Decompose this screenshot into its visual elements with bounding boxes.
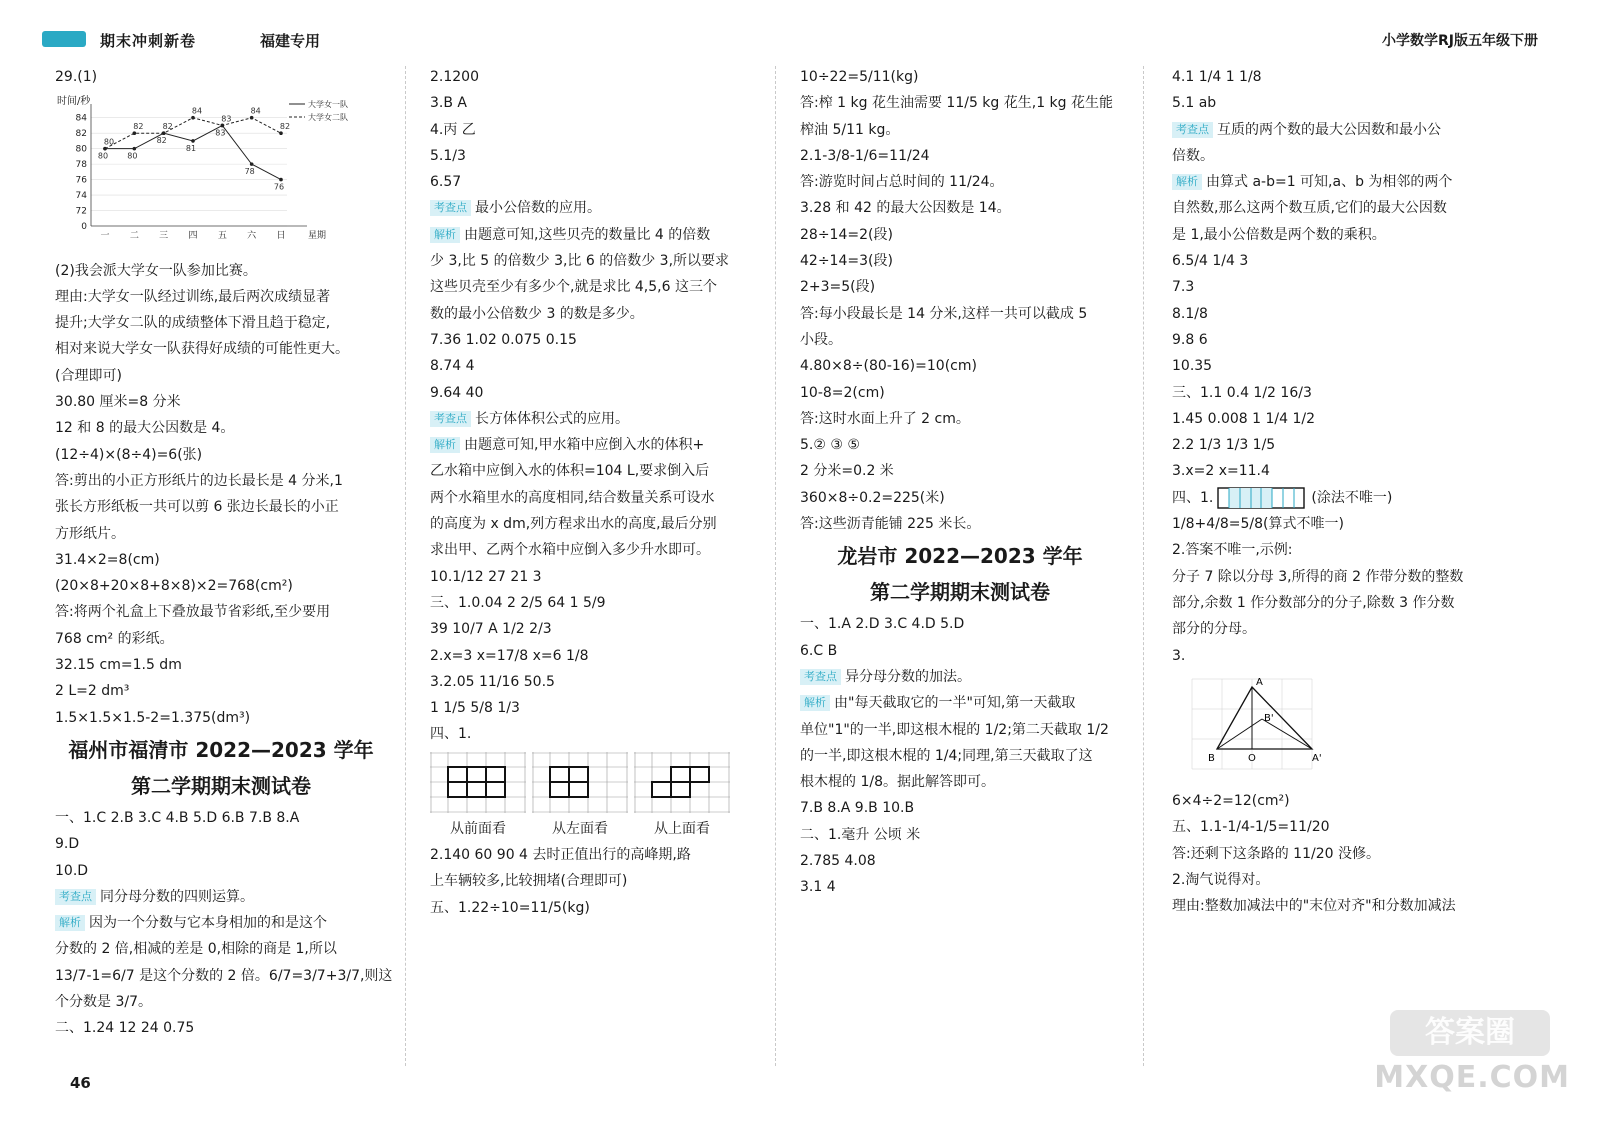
answer-line: 1 1/5 5/8 1/3 [430, 700, 520, 717]
answer-line: 39 10/7 A 1/2 2/3 [430, 621, 552, 638]
answer-line: 6.5/4 1/4 3 [1172, 253, 1249, 270]
view-drawings [430, 752, 760, 814]
data-point [133, 132, 137, 136]
answer-line: 2.1200 [430, 69, 479, 85]
y-tick-label: 74 [75, 191, 87, 202]
legend-label: 大学女一队 [308, 100, 348, 110]
data-point [162, 132, 166, 136]
x-tick-label: 三 [159, 231, 169, 242]
key-point-tag: 考查点 [430, 200, 471, 216]
column-divider [405, 66, 406, 1066]
answer-line: 答:每小段最长是 14 分米,这样一共可以截成 5 [800, 305, 1088, 322]
answer-line: 4.1 1/4 1 1/8 [1172, 69, 1262, 85]
answer-line: 三、1.1 0.4 1/2 16/3 [1172, 384, 1312, 401]
answer-line: 2.1-3/8-1/6=11/24 [800, 147, 930, 164]
data-label: 83 [215, 128, 226, 138]
answer-line: 768 cm² 的彩纸。 [55, 630, 174, 647]
data-label: 80 [103, 137, 115, 147]
watermark-logo: 答案圈 [1390, 1010, 1550, 1056]
y-tick-label: 82 [75, 129, 87, 140]
data-label: 81 [185, 144, 197, 154]
answer-column-3 [800, 64, 1120, 901]
explanation-line: 解析 由题意可知,这些贝壳的数量比 4 的倍数 [430, 222, 760, 248]
answer-column-4 [1172, 64, 1502, 920]
answer-line: (12÷4)×(8÷4)=6(张) [55, 446, 203, 463]
answer-line: 二、1.24 12 24 0.75 [55, 1020, 195, 1037]
answer-line: 答:这时水面上升了 2 cm。 [800, 410, 970, 427]
data-point [250, 116, 254, 120]
exam-heading-2: 龙岩市 2022—2023 学年 [837, 544, 1083, 569]
data-label: 76 [273, 182, 285, 192]
answer-line: 五、1.1-1/4-1/5=11/20 [1172, 819, 1330, 836]
explanation-line: 这些贝壳至少有多少个,就是求比 4,5,6 这三个 [430, 279, 717, 296]
answer-line: 42÷14=3(段) [800, 253, 893, 270]
svg-text:A': A' [1312, 752, 1322, 764]
exam-subheading-2: 第二学期期末测试卷 [870, 580, 1050, 605]
answer-line: 2.140 60 90 4 去时正值出行的高峰期,路 [430, 847, 691, 864]
key-point-tag: 考查点 [1172, 122, 1213, 138]
explanation-line: 解析 由算式 a-b=1 可知,a、b 为相邻的两个 [1172, 169, 1502, 195]
page-header [42, 28, 1538, 54]
key-point: 考查点 最小公倍数的应用。 [430, 195, 760, 221]
key-point: 考查点 长方体体积公式的应用。 [430, 406, 760, 432]
watermark-url: MXQE.COM [1374, 1060, 1570, 1095]
answer-line: (20×8+20×8+8×8)×2=768(cm²) [55, 578, 293, 595]
y-axis-label: 时间/秒 [57, 96, 91, 108]
data-point [250, 163, 254, 167]
answer-line: 三、1.0.04 2 2/5 64 1 5/9 [430, 594, 606, 611]
y-tick-label: 72 [75, 206, 87, 217]
svg-text:O: O [1248, 752, 1256, 764]
explanation-line: 数的最小公倍数少 3 的数是多少。 [430, 305, 644, 322]
key-point: 考查点 同分母分数的四则运算。 [55, 884, 387, 910]
svg-text:A: A [1256, 676, 1263, 688]
data-label: 84 [250, 107, 261, 117]
answer-line: (合理即可) [55, 367, 122, 384]
key-point-tag: 考查点 [55, 889, 96, 905]
answer-line: 答:剪出的小正方形纸片的边长最长是 4 分米,1 [55, 472, 343, 489]
answer-line: 5.1/3 [430, 147, 466, 164]
y-tick-label: 78 [75, 160, 87, 171]
answer-line: 3.2.05 11/16 50.5 [430, 673, 555, 690]
answer-line: 小段。 [800, 331, 842, 348]
x-tick-label: 六 [247, 231, 257, 242]
answer-line: 10-8=2(cm) [800, 384, 885, 401]
explanation-line: 乙水箱中应倒入水的体积=104 L,要求倒入后 [430, 463, 710, 480]
explanation-line: 根木棍的 1/8。据此解答即可。 [800, 774, 995, 791]
data-label: 78 [244, 167, 255, 177]
answer-line: 10.35 [1172, 358, 1213, 375]
data-point [133, 147, 137, 151]
x-tick-label: 五 [217, 231, 227, 242]
answer-line: 2 L=2 dm³ [55, 683, 130, 700]
explanation-tag: 解析 [430, 227, 460, 243]
answer-line: 答:榨 1 kg 花生油需要 11/5 kg 花生,1 kg 花生能 [800, 95, 1114, 112]
data-point [191, 139, 195, 143]
answer-line: 答:这些沥青能铺 225 米长。 [800, 516, 981, 533]
answer-line: 四、1. [430, 726, 472, 743]
answer-line: 32.15 cm=1.5 dm [55, 657, 182, 674]
data-point [221, 124, 225, 128]
key-point: 考查点 异分母分数的加法。 [800, 664, 1120, 690]
answer-line: 提升;大学女二队的成绩整体下滑且趋于稳定, [55, 315, 331, 332]
answer-line: 部分的分母。 [1172, 621, 1256, 638]
answer-line: 7.36 1.02 0.075 0.15 [430, 331, 577, 348]
explanation-line: 解析 由"每天截取它的一半"可知,第一天截取 [800, 690, 1120, 716]
answer-line: 6.C B [800, 642, 838, 659]
x-tick-label: 一 [100, 231, 110, 242]
answer-line: 相对来说大学女一队获得好成绩的可能性更大。 [55, 341, 349, 358]
y-tick-label: 84 [75, 114, 87, 125]
colored-strip-figure [1217, 485, 1307, 511]
answer-line: 2.淘气说得对。 [1172, 872, 1270, 889]
answer-line: 28÷14=2(段) [800, 226, 893, 243]
answer-line: 分子 7 除以分母 3,所得的商 2 作带分数的整数 [1172, 568, 1464, 585]
triangle-figure [1172, 669, 1322, 779]
answer-line: 1.5×1.5×1.5-2=1.375(dm³) [55, 709, 251, 726]
explanation-tag: 解析 [55, 915, 85, 931]
question-29-label: 29.(1) [55, 69, 98, 85]
answer-line: 5.1 ab [1172, 95, 1217, 112]
column-divider [1143, 66, 1144, 1066]
y-tick-label: 76 [75, 175, 87, 186]
answer-line: 3.B A [430, 95, 467, 112]
answer-line: 方形纸片。 [55, 525, 125, 542]
answer-line: 部分,余数 1 作分数部分的分子,除数 3 作分数 [1172, 594, 1455, 611]
data-point [103, 147, 107, 151]
series-title: 期末冲刺新卷 [100, 32, 197, 50]
answer-line: 360×8÷0.2=225(米) [800, 489, 945, 506]
data-label: 82 [156, 136, 167, 146]
x-axis-label: 星期 [307, 231, 327, 242]
data-label: 82 [133, 122, 144, 132]
explanation-line: 单位"1"的一半,即这根木棍的 1/2;第二天截取 1/2 [800, 721, 1109, 738]
front-view-grid [430, 752, 526, 814]
answer-line: 3.1 4 [800, 879, 836, 896]
svg-text:B': B' [1264, 712, 1274, 724]
answer-line: 9.64 40 [430, 384, 484, 401]
x-tick-label: 二 [129, 231, 139, 242]
explanation-line: 求出甲、乙两个水箱中应倒入多少升水即可。 [430, 542, 710, 559]
explanation-line: 解析 由题意可知,甲水箱中应倒入水的体积+ [430, 432, 760, 458]
answer-line: 五、1.22÷10=11/5(kg) [430, 899, 590, 916]
explanation-line: 的一半,即这根木棍的 1/4;同理,第三天截取了这 [800, 747, 1093, 764]
view-captions [430, 816, 760, 842]
exam-heading-1: 福州市福清市 2022—2023 学年 [68, 737, 374, 762]
page-number: 46 [70, 1074, 91, 1092]
answer-line: 榨油 5/11 kg。 [800, 121, 900, 138]
answer-line: 4.丙 乙 [430, 121, 476, 138]
data-label: 82 [279, 122, 291, 132]
answer-line: 9.D [55, 836, 80, 853]
legend-label: 大学女二队 [308, 113, 348, 123]
key-point-tag: 考查点 [800, 669, 841, 685]
answer-line: 2.2 1/3 1/3 1/5 [1172, 437, 1276, 454]
answer-line: 8.1/8 [1172, 305, 1208, 322]
answer-line: 理由:整数加减法中的"末位对齐"和分数加减法 [1172, 898, 1456, 915]
answer-line: 4.80×8÷(80-16)=10(cm) [800, 358, 977, 375]
key-point-cont: 倍数。 [1172, 147, 1214, 164]
answer-line: 12 和 8 的最大公因数是 4。 [55, 420, 235, 437]
answer-column-2 [430, 64, 760, 921]
explanation-tag: 解析 [430, 437, 460, 453]
explanation-line: 的高度为 x dm,列方程求出水的高度,最后分别 [430, 516, 717, 533]
explanation-line: 是 1,最小公倍数是两个数的乘积。 [1172, 226, 1386, 243]
data-point [279, 178, 283, 182]
data-label: 80 [97, 151, 109, 161]
explanation-line: 自然数,那么这两个数互质,它们的最大公因数 [1172, 200, 1447, 217]
y-tick-label: 0 [81, 222, 87, 233]
explanation-line: 解析 因为一个分数与它本身相加的和是这个 [55, 910, 387, 936]
x-tick-label: 四 [188, 231, 198, 242]
explanation-line: 少 3,比 5 的倍数少 3,比 6 的倍数少 3,所以要求 [430, 253, 730, 270]
top-view-caption: 从上面看 [654, 820, 710, 837]
data-point [191, 116, 195, 120]
y-tick-label: 80 [75, 144, 87, 155]
explanation-tag: 解析 [800, 695, 830, 711]
answer-line: 张长方形纸板一共可以剪 6 张边长最长的小正 [55, 499, 339, 516]
data-label: 80 [127, 151, 138, 161]
answer-line: 31.4×2=8(cm) [55, 551, 160, 568]
answer-line: 7.B 8.A 9.B 10.B [800, 800, 915, 817]
answer-line: 3.x=2 x=11.4 [1172, 463, 1270, 480]
column-divider [775, 66, 776, 1066]
data-point [279, 132, 283, 136]
svg-text:B: B [1208, 752, 1215, 764]
answer-line: 二、1.毫升 公顷 米 [800, 826, 921, 843]
answer-line: 10÷22=5/11(kg) [800, 69, 919, 85]
answer-line: 答:游览时间占总时间的 11/24。 [800, 174, 1004, 191]
data-label: 83 [221, 114, 232, 124]
answer-line: 1.45 0.008 1 1/4 1/2 [1172, 410, 1316, 427]
answer-line: 3. [1172, 647, 1186, 664]
answer-line: 3.28 和 42 的最大公因数是 14。 [800, 200, 1011, 217]
explanation-line: 13/7-1=6/7 是这个分数的 2 倍。6/7=3/7+3/7,则这 [55, 967, 393, 984]
key-point-tag: 考查点 [430, 411, 471, 427]
exam-subheading-1: 第二学期期末测试卷 [131, 773, 311, 798]
answer-line: 5.② ③ ⑤ [800, 437, 860, 454]
left-view-grid [532, 752, 628, 814]
answer-line: 10.1/12 27 21 3 [430, 568, 542, 585]
explanation-tag: 解析 [1172, 174, 1202, 190]
shaded-strip-answer: 四、1. (涂法不唯一) [1172, 485, 1502, 511]
answer-line: 6×4÷2=12(cm²) [1172, 793, 1290, 810]
explanation-line: 分数的 2 倍,相减的差是 0,相除的商是 1,所以 [55, 941, 337, 958]
answer-line: 答:还剩下这条路的 11/20 没修。 [1172, 845, 1380, 862]
region-label: 福建专用 [260, 32, 321, 50]
answer-line: 30.80 厘米=8 分米 [55, 394, 181, 411]
answer-line: 8.74 4 [430, 358, 475, 375]
x-tick-label: 日 [276, 231, 286, 242]
answer-line: 2.x=3 x=17/8 x=6 1/8 [430, 647, 589, 664]
data-label: 84 [191, 107, 203, 117]
answer-line: 上车辆较多,比较拥堵(合理即可) [430, 873, 628, 890]
answer-line: 2.答案不唯一,示例: [1172, 542, 1293, 559]
answer-line: 答:将两个礼盒上下叠放最节省彩纸,至少要用 [55, 604, 331, 621]
explanation-line: 个分数是 3/7。 [55, 994, 152, 1011]
answer-line: (2)我会派大学女一队参加比赛。 [55, 262, 257, 279]
answer-line: 2+3=5(段) [800, 279, 876, 296]
answer-line: 一、1.A 2.D 3.C 4.D 5.D [800, 616, 965, 633]
answer-line: 10.D [55, 862, 89, 879]
answer-column-1 [55, 64, 393, 1042]
answer-line: 7.3 [1172, 279, 1195, 296]
answer-line: 一、1.C 2.B 3.C 4.B 5.D 6.B 7.B 8.A [55, 809, 300, 826]
answer-line: 6.57 [430, 174, 462, 191]
brand-logo [42, 31, 86, 47]
line-chart [55, 92, 355, 242]
answer-line: 2.785 4.08 [800, 853, 876, 870]
explanation-line: 两个水箱里水的高度相同,结合数量关系可设水 [430, 489, 715, 506]
answer-line: 理由:大学女一队经过训练,最后两次成绩显著 [55, 288, 331, 305]
answer-line: 9.8 6 [1172, 331, 1208, 348]
front-view-caption: 从前面看 [450, 820, 506, 837]
left-view-caption: 从左面看 [552, 820, 608, 837]
top-view-grid [634, 752, 730, 814]
key-point: 考查点 互质的两个数的最大公因数和最小公 [1172, 117, 1502, 143]
answer-line: 2 分米=0.2 米 [800, 463, 894, 480]
answer-line: 1/8+4/8=5/8(算式不唯一) [1172, 516, 1344, 533]
book-title: 小学数学RJ版五年级下册 [1382, 33, 1538, 49]
data-label: 82 [162, 122, 173, 132]
